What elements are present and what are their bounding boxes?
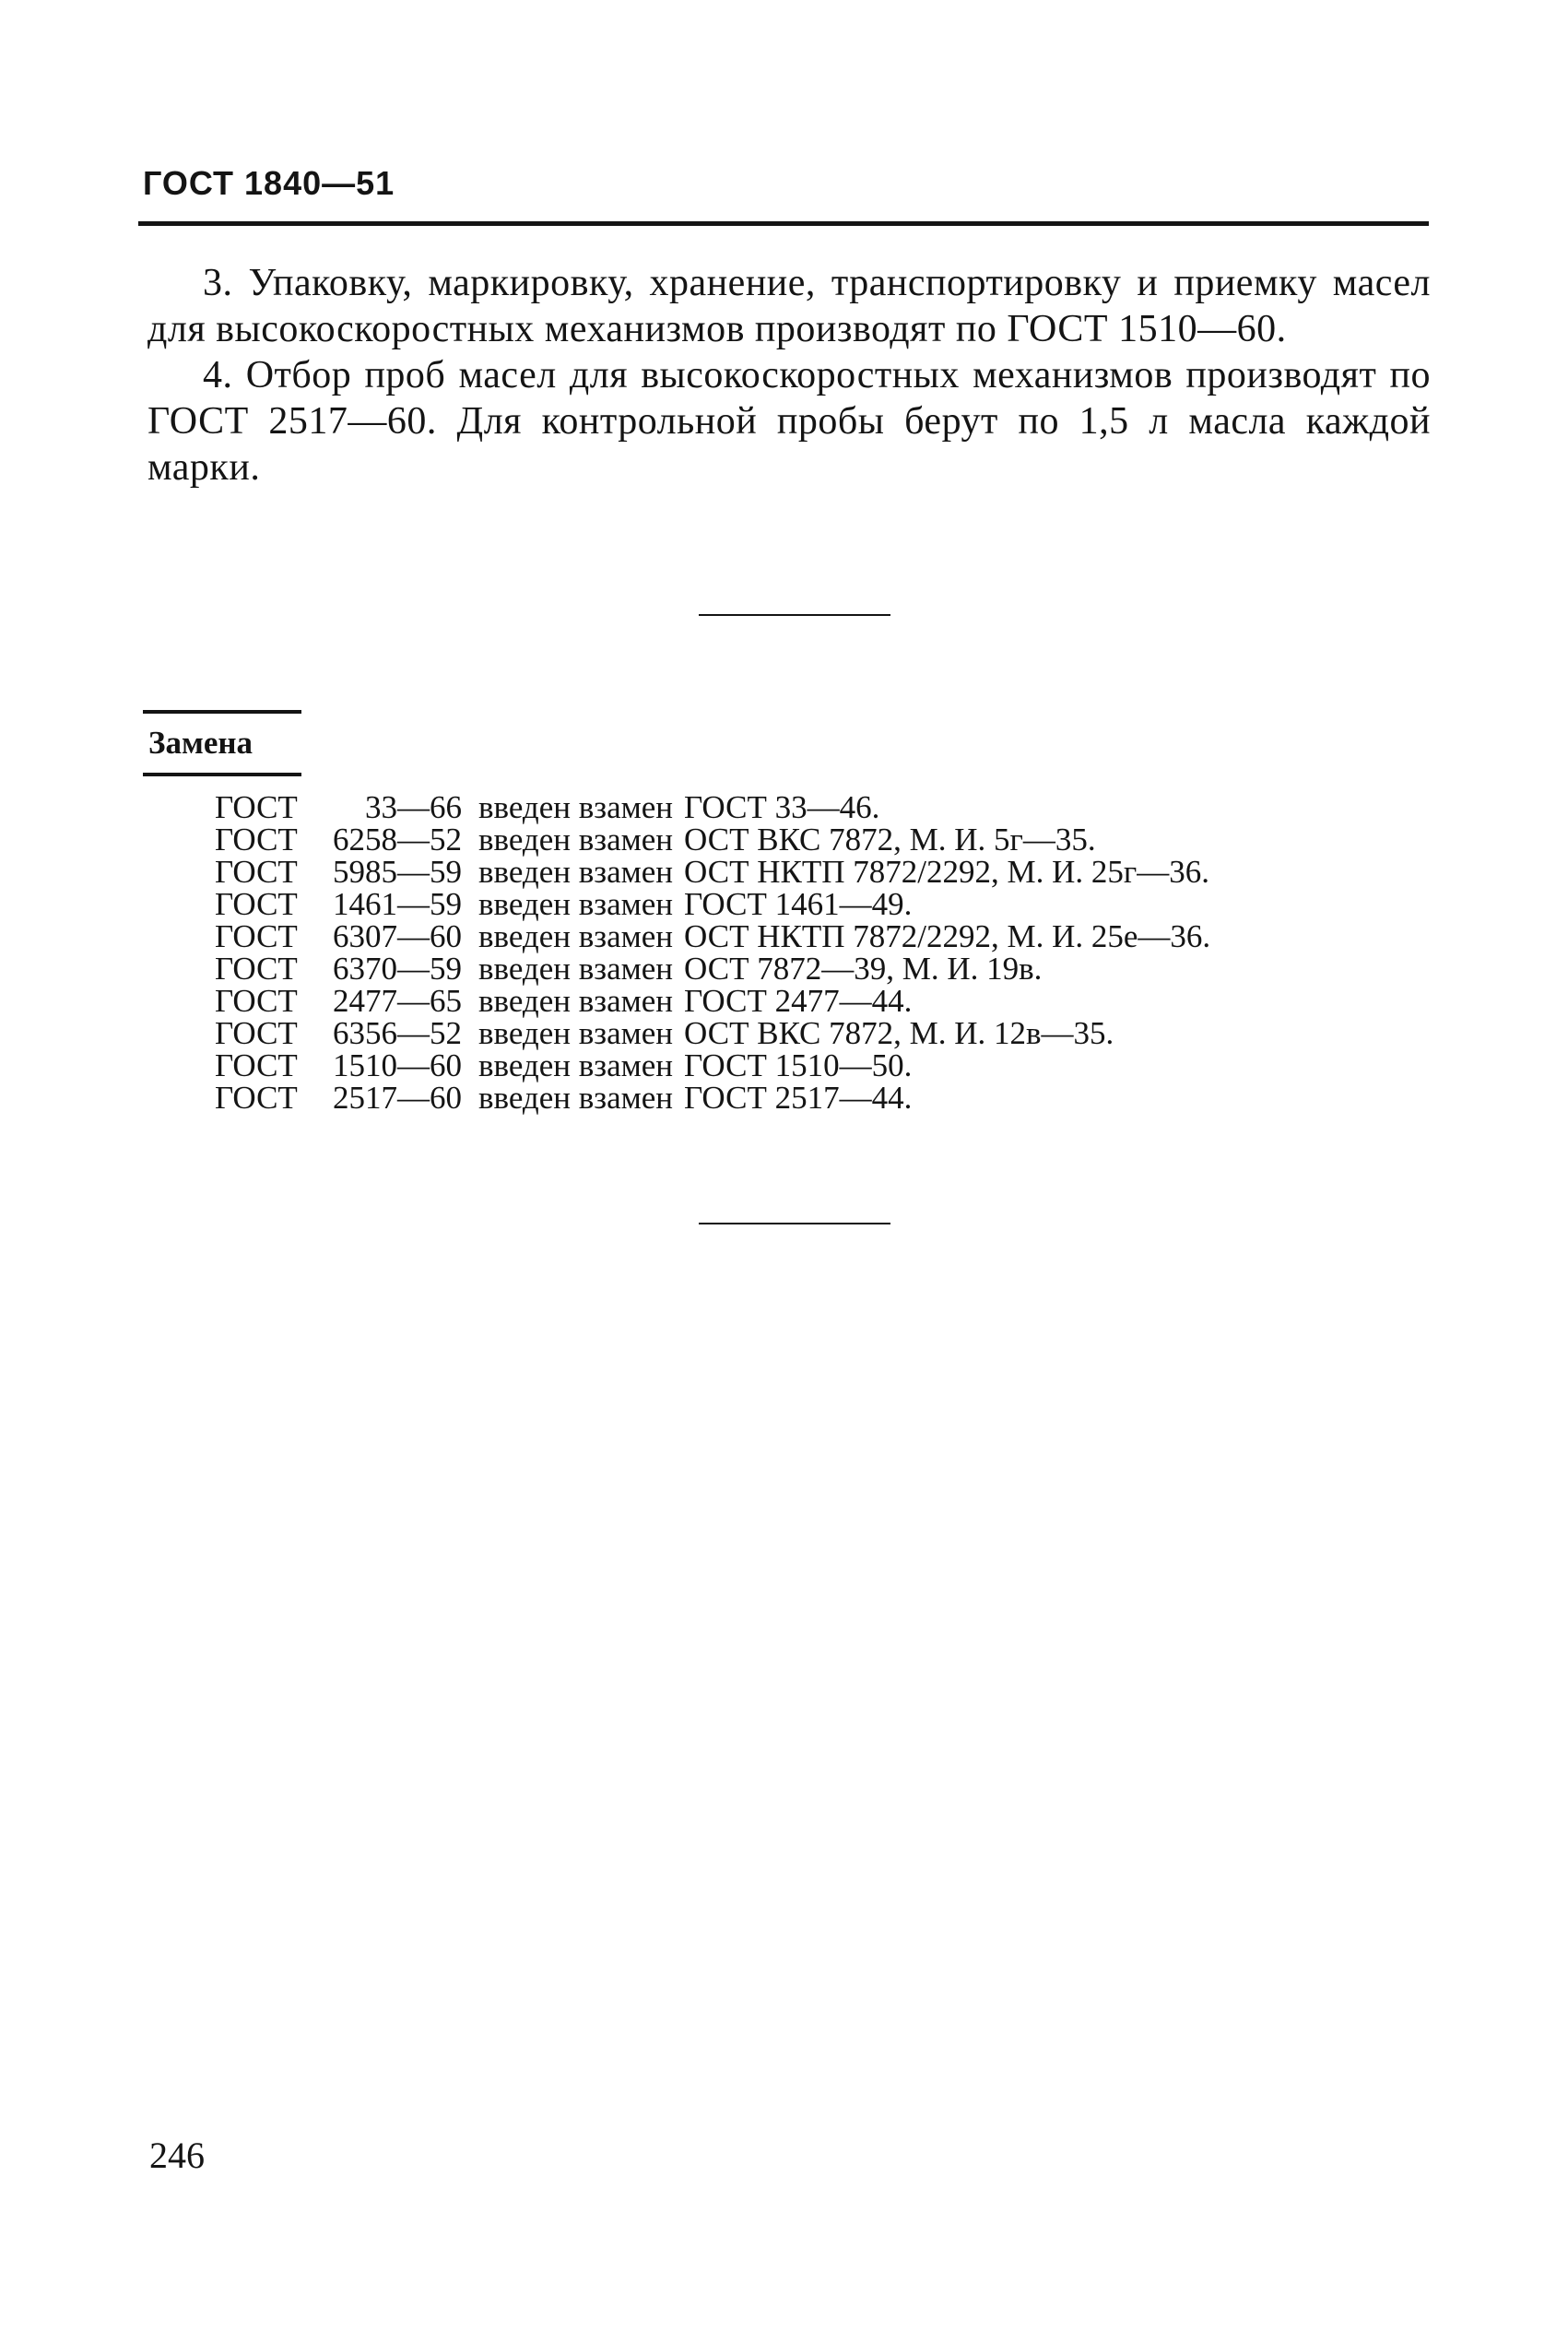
page-number: 246: [149, 2135, 205, 2176]
replaced-standard: ГОСТ 2477—44.: [684, 983, 913, 1019]
gost-label: ГОСТ: [215, 789, 298, 825]
replacement-verb: введен взамен: [478, 1015, 674, 1051]
replacement-verb: введен взамен: [478, 822, 674, 857]
list-item: [215, 1082, 1210, 1114]
replacement-verb: введен взамен: [478, 951, 674, 987]
replacement-verb: введен взамен: [478, 1080, 674, 1116]
replacement-section-heading: [143, 710, 301, 776]
replaced-standard: ОСТ 7872—39, М. И. 19в.: [684, 951, 1043, 987]
replaced-standard: ГОСТ 1461—49.: [684, 886, 913, 922]
list-item: [215, 985, 1210, 1017]
replaced-standard: ОСТ ВКС 7872, М. И. 12в—35.: [684, 1015, 1114, 1051]
replaced-standard: ГОСТ 2517—44.: [684, 1080, 913, 1116]
replacement-list: [215, 791, 1210, 1114]
standard-number: 2477—65: [333, 983, 462, 1019]
gost-label: ГОСТ: [215, 1080, 298, 1116]
replaced-standard: ОСТ НКТП 7872/2292, М. И. 25е—36.: [684, 918, 1211, 954]
replacement-verb: введен взамен: [478, 854, 674, 890]
standard-number: 6307—60: [333, 918, 462, 954]
gost-label: ГОСТ: [215, 983, 298, 1019]
heading-rule-bottom: [143, 773, 301, 776]
list-item: [215, 856, 1210, 888]
section-divider-bottom: [699, 1223, 890, 1224]
replacement-verb: введен взамен: [478, 1047, 674, 1083]
paragraph-sampling: 4. Отбор проб масел для высокоскоростных механизмов производят по ГОСТ 2517—60. Для контрольной пробы берут по 1,5 л масла каждой марки.: [147, 354, 1431, 489]
section-label: Замена: [148, 725, 253, 761]
replacement-verb: введен взамен: [478, 918, 674, 954]
standard-number: 6370—59: [333, 951, 462, 987]
replaced-standard: ОСТ НКТП 7872/2292, М. И. 25г—36.: [684, 854, 1209, 890]
list-item: [215, 1049, 1210, 1082]
replacement-verb: введен взамен: [478, 983, 674, 1019]
list-item: [215, 791, 1210, 823]
gost-label: ГОСТ: [215, 918, 298, 954]
replacement-verb: введен взамен: [478, 789, 674, 825]
gost-label: ГОСТ: [215, 1047, 298, 1083]
list-item: [215, 952, 1210, 985]
list-item: [215, 920, 1210, 952]
replaced-standard: ОСТ ВКС 7872, М. И. 5г—35.: [684, 822, 1096, 857]
replaced-standard: ГОСТ 1510—50.: [684, 1047, 913, 1083]
header-divider: [138, 221, 1429, 226]
standard-number: 2517—60: [333, 1080, 462, 1116]
replaced-standard: ГОСТ 33—46.: [684, 789, 880, 825]
body-text: [147, 260, 1431, 491]
gost-label: ГОСТ: [215, 822, 298, 857]
standard-number: 6258—52: [333, 822, 462, 857]
list-item: [215, 823, 1210, 856]
standard-number: 5985—59: [333, 854, 462, 890]
standard-number: 6356—52: [333, 1015, 462, 1051]
replacement-verb: введен взамен: [478, 886, 674, 922]
gost-label: ГОСТ: [215, 854, 298, 890]
paragraph-packaging: 3. Упаковку, маркировку, хранение, транспортировку и приемку масел для высокоскоростных механизмов производят по ГОСТ 1510—60.: [147, 262, 1431, 350]
list-item: [215, 1017, 1210, 1049]
gost-label: ГОСТ: [215, 886, 298, 922]
standard-number: 1510—60: [333, 1047, 462, 1083]
section-divider-top: [699, 614, 890, 616]
gost-label: ГОСТ: [215, 951, 298, 987]
standard-number: 1461—59: [333, 886, 462, 922]
list-item: [215, 888, 1210, 920]
heading-rule-top: [143, 710, 301, 714]
gost-label: ГОСТ: [215, 1015, 298, 1051]
standard-number: 33—66: [365, 789, 462, 825]
document-title: ГОСТ 1840—51: [143, 164, 395, 202]
